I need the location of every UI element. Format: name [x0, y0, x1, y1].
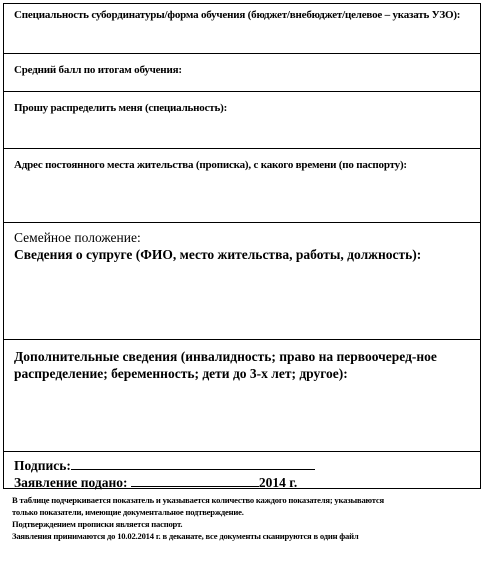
signature-row[interactable]: [14, 457, 470, 474]
signature-label: Подпись:: [14, 458, 71, 473]
note-line: В таблице подчеркивается показатель и указывается количество каждого показателя; указываются: [12, 495, 384, 505]
specialty-label: Специальность субординатуры/форма обучения (бюджет/внебюджет/целевое – указать УЗО):: [14, 9, 461, 21]
submitted-date-line: [131, 486, 259, 487]
note-line: Заявления принимаются до 10.02.2014 г. в деканате, все документы сканируются в один файл: [12, 531, 359, 541]
address-label: Адрес постоянного места жительства (прописка), с какого времени (по паспорту):: [14, 159, 407, 171]
family-field[interactable]: [4, 223, 480, 340]
average-score-field[interactable]: [4, 54, 480, 92]
distribution-request-label: Прошу распределить меня (специальность):: [14, 102, 228, 114]
average-score-label: Средний балл по итогам обучения:: [14, 64, 182, 76]
family-status-label: Семейное положение:: [14, 230, 141, 245]
signature-section: [4, 452, 480, 490]
submitted-year: 2014 г.: [258, 475, 298, 490]
additional-info-field[interactable]: [4, 340, 480, 452]
submitted-row[interactable]: [14, 474, 470, 491]
footnotes: [12, 494, 482, 542]
note-line: только показатели, имеющие документальное подтверждение.: [12, 507, 244, 517]
distribution-request-field[interactable]: [4, 92, 480, 149]
specialty-field[interactable]: [4, 4, 480, 54]
additional-info-label: Дополнительные сведения (инвалидность; право на первоочеред-ное распределение; беременность; дети до 3-х лет; другое):: [14, 349, 437, 381]
spouse-info-label: Сведения о супруге (ФИО, место жительства, работы, должность):: [14, 247, 422, 262]
application-form: [3, 3, 481, 489]
submitted-label: Заявление подано:: [14, 475, 128, 490]
address-field[interactable]: [4, 149, 480, 223]
signature-line: [71, 469, 315, 470]
note-line: Подтверждением прописки является паспорт.: [12, 519, 183, 529]
